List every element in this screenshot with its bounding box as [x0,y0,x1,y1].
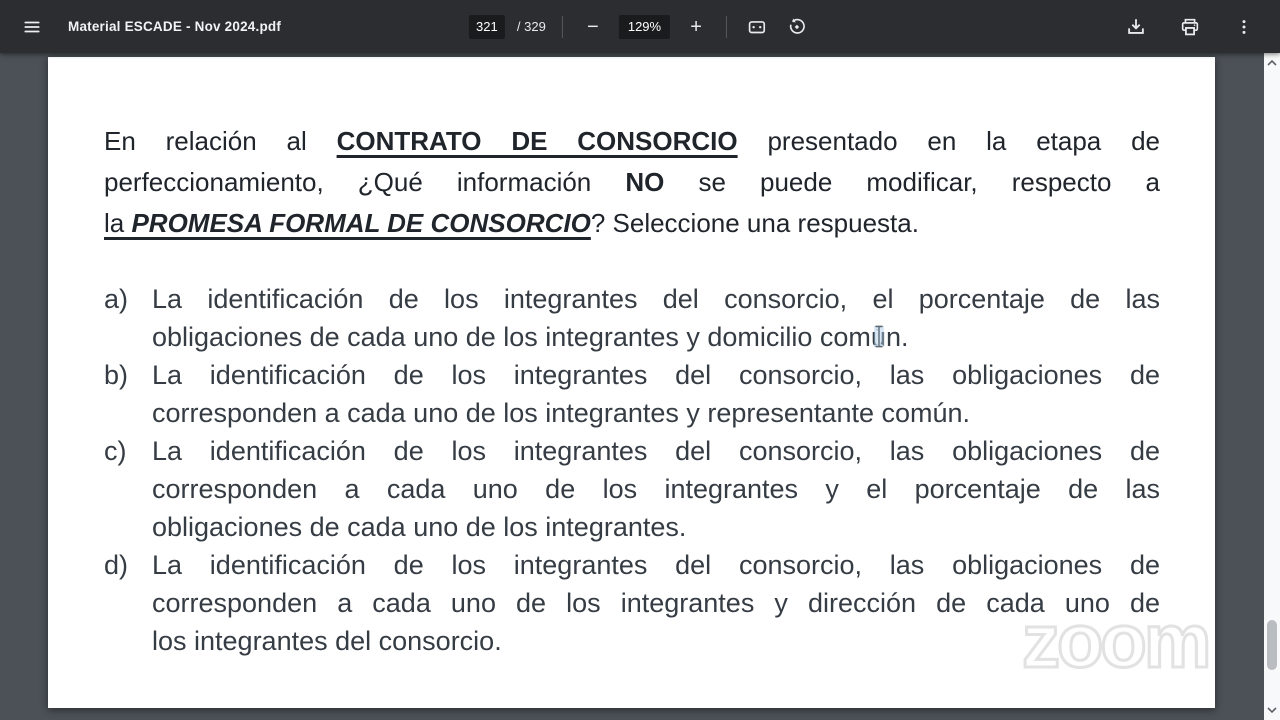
page-number-input[interactable] [469,15,505,39]
toolbar-separator [726,16,727,38]
rotate-icon [786,16,808,38]
option-d: d) La identificación de los integrantes del consorcio, las obligaciones de corresponden a cada uno de los integrantes y dirección de cada uno de los integrantes del consorcio. [104,546,1160,660]
document-title: Material ESCADE - Nov 2024.pdf [68,19,282,34]
question-line: En relación al CONTRATO DE CONSORCIO presentado en la etapa de [104,126,1161,156]
toolbar-separator [562,16,563,38]
print-button[interactable] [1176,13,1204,41]
vertical-scrollbar[interactable] [1264,53,1280,720]
print-icon [1179,16,1201,38]
option-letter: d) [104,550,129,580]
bold-term: NO [625,167,665,197]
option-letter: b) [104,360,129,390]
question-line: perfeccionamiento, ¿Qué información NO se puede modificar, respecto a [104,167,1160,197]
fit-to-page-button[interactable] [743,13,771,41]
scroll-down-arrow[interactable] [1264,702,1280,718]
rotate-button[interactable] [783,13,811,41]
page-total-label: / 329 [516,19,546,34]
pdf-viewer-area [0,53,1280,720]
menu-button[interactable] [18,13,46,41]
download-icon [1125,16,1147,38]
option-letter: c) [104,436,127,466]
plus-icon: + [690,15,702,38]
option-a: a) La identificación de los integrantes del consorcio, el porcentaje de las obligaciones de cada uno de los integrantes y domicilio común. [104,280,1160,356]
pdf-toolbar [0,0,1280,53]
more-options-button[interactable] [1230,13,1258,41]
fit-page-icon [746,16,768,38]
option-letter: a) [104,284,129,314]
question-line: la PROMESA FORMAL DE CONSORCIO? Seleccione una respuesta. [104,208,919,238]
scroll-up-arrow[interactable] [1264,55,1280,71]
kebab-menu-icon [1234,17,1254,37]
zoom-level-display: 129% [619,15,670,39]
emphasized-italic-term: PROMESA FORMAL DE CONSORCIO [131,208,591,238]
hamburger-icon [22,17,42,37]
scrollbar-thumb[interactable] [1267,620,1277,670]
answer-options-list [104,280,1160,660]
option-c: c) La identificación de los integrantes del consorcio, las obligaciones de corresponden a cada uno de los integrantes y el porcentaje de las obligaciones de cada uno de los integrantes. [104,432,1160,546]
emphasized-term: CONTRATO DE CONSORCIO [336,126,738,156]
zoom-in-button[interactable] [682,13,710,41]
download-button[interactable] [1122,13,1150,41]
option-b: b) La identificación de los integrantes del consorcio, las obligaciones de corresponden a cada uno de los integrantes y representante común. [104,356,1160,432]
minus-icon: − [586,15,599,38]
zoom-out-button[interactable] [579,13,607,41]
question-paragraph [104,121,1160,244]
pdf-page [48,57,1215,708]
